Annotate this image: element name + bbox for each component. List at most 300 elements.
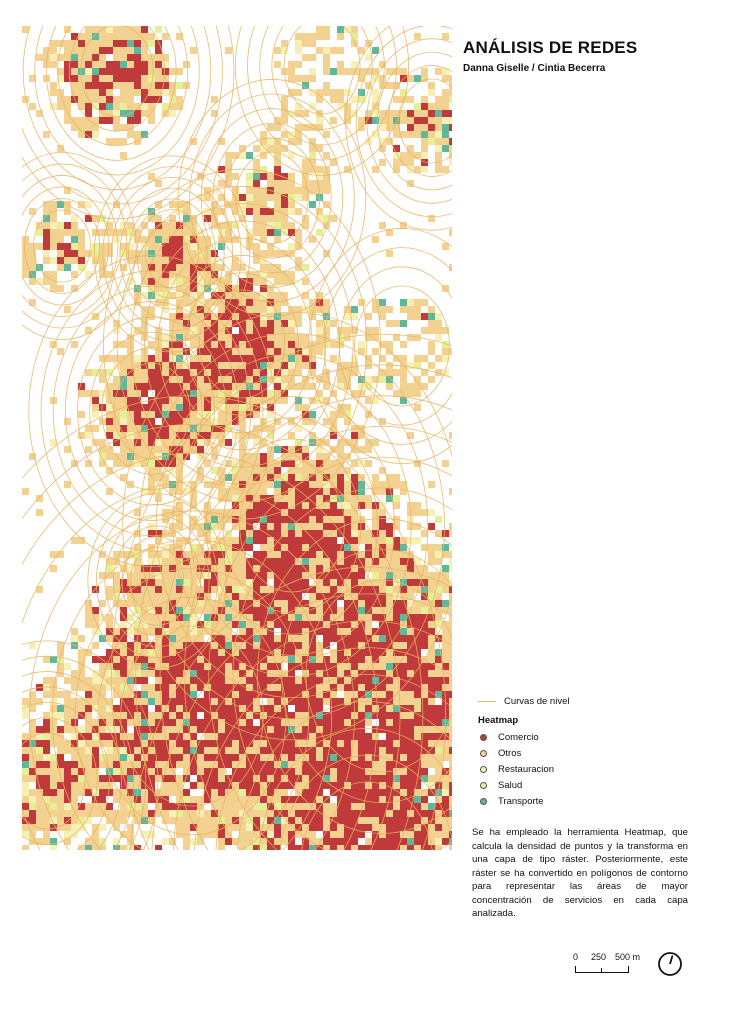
heatmap-cell <box>358 691 365 698</box>
heatmap-cell <box>267 691 274 698</box>
heatmap-cell <box>442 747 449 754</box>
heatmap-cell <box>36 726 43 733</box>
heatmap-cell <box>127 698 134 705</box>
heatmap-cell <box>351 733 358 740</box>
heatmap-cell <box>134 740 141 747</box>
heatmap-cell <box>442 796 449 803</box>
heatmap-cell <box>386 663 393 670</box>
heatmap-cell <box>148 40 155 47</box>
heatmap-cell <box>267 320 274 327</box>
heatmap-cell <box>316 817 323 824</box>
heatmap-cell <box>365 810 372 817</box>
heatmap-cell <box>379 509 386 516</box>
heatmap-cell <box>246 698 253 705</box>
heatmap-cell <box>365 502 372 509</box>
heatmap-cell <box>386 761 393 768</box>
heatmap-cell <box>64 810 71 817</box>
heatmap-cell <box>120 61 127 68</box>
heatmap-cell <box>393 754 400 761</box>
heatmap-cell <box>113 761 120 768</box>
heatmap-cell <box>421 845 428 850</box>
heatmap-cell <box>309 201 316 208</box>
heatmap-cell <box>344 558 351 565</box>
heatmap-cell <box>176 96 183 103</box>
heatmap-cell <box>43 656 50 663</box>
heatmap-cell <box>155 96 162 103</box>
heatmap-cell <box>92 369 99 376</box>
heatmap-cell <box>330 754 337 761</box>
heatmap-cell <box>372 614 379 621</box>
heatmap-cell <box>92 607 99 614</box>
heatmap-cell <box>183 824 190 831</box>
heatmap-cell <box>176 516 183 523</box>
heatmap-cell <box>316 124 323 131</box>
heatmap-cell <box>393 166 400 173</box>
heatmap-map[interactable] <box>22 26 452 850</box>
heatmap-cell <box>99 103 106 110</box>
heatmap-cell <box>183 404 190 411</box>
heatmap-cell <box>365 586 372 593</box>
heatmap-cell <box>113 54 120 61</box>
map-legend <box>478 693 569 809</box>
heatmap-cell <box>29 642 36 649</box>
heatmap-cell <box>162 257 169 264</box>
heatmap-cell <box>435 593 442 600</box>
heatmap-cell <box>274 229 281 236</box>
heatmap-cell <box>127 117 134 124</box>
heatmap-cell <box>57 264 64 271</box>
heatmap-cell <box>106 810 113 817</box>
heatmap-cell <box>281 215 288 222</box>
heatmap-cell <box>288 341 295 348</box>
heatmap-cell <box>365 719 372 726</box>
heatmap-cell <box>36 495 43 502</box>
heatmap-cell <box>442 348 449 355</box>
heatmap-cell <box>316 96 323 103</box>
heatmap-cell <box>211 516 218 523</box>
heatmap-cell <box>162 726 169 733</box>
heatmap-cell <box>428 621 435 628</box>
heatmap-cell <box>302 768 309 775</box>
heatmap-cell <box>386 537 393 544</box>
heatmap-cell <box>106 432 113 439</box>
heatmap-cell <box>106 117 113 124</box>
heatmap-cell <box>92 82 99 89</box>
heatmap-cell <box>176 824 183 831</box>
heatmap-cell <box>99 243 106 250</box>
heatmap-cell <box>309 348 316 355</box>
heatmap-cell <box>190 243 197 250</box>
heatmap-cell <box>92 677 99 684</box>
heatmap-cell <box>246 355 253 362</box>
heatmap-cell <box>232 600 239 607</box>
heatmap-cell <box>127 68 134 75</box>
heatmap-cell <box>106 789 113 796</box>
heatmap-cell <box>232 593 239 600</box>
heatmap-cell <box>400 376 407 383</box>
heatmap-cell <box>99 89 106 96</box>
heatmap-cell <box>323 754 330 761</box>
heatmap-cell <box>148 68 155 75</box>
heatmap-cell <box>57 103 64 110</box>
heatmap-cell <box>358 530 365 537</box>
heatmap-cell <box>64 824 71 831</box>
heatmap-cell <box>64 96 71 103</box>
heatmap-cell <box>225 600 232 607</box>
heatmap-cell <box>428 684 435 691</box>
heatmap-cell <box>407 831 414 838</box>
heatmap-cell <box>288 663 295 670</box>
heatmap-cell <box>421 117 428 124</box>
heatmap-cell <box>218 663 225 670</box>
heatmap-cell <box>358 523 365 530</box>
heatmap-cell <box>260 306 267 313</box>
heatmap-cell <box>337 96 344 103</box>
heatmap-cell <box>204 460 211 467</box>
heatmap-cell <box>246 572 253 579</box>
heatmap-cell <box>232 264 239 271</box>
heatmap-cell <box>281 96 288 103</box>
heatmap-cell <box>239 656 246 663</box>
heatmap-cell <box>64 481 71 488</box>
heatmap-cell <box>358 68 365 75</box>
heatmap-cell <box>29 740 36 747</box>
heatmap-cell <box>190 796 197 803</box>
heatmap-cell <box>309 467 316 474</box>
heatmap-cell <box>267 572 274 579</box>
comercio-dot-icon <box>480 734 487 741</box>
heatmap-cell <box>421 663 428 670</box>
heatmap-cell <box>57 649 64 656</box>
heatmap-cell <box>414 355 421 362</box>
heatmap-cell <box>190 362 197 369</box>
heatmap-cell <box>155 425 162 432</box>
heatmap-cell <box>134 747 141 754</box>
heatmap-cell <box>155 278 162 285</box>
heatmap-cell <box>351 775 358 782</box>
heatmap-cell <box>351 537 358 544</box>
heatmap-cell <box>204 817 211 824</box>
heatmap-cell <box>295 467 302 474</box>
heatmap-cell <box>281 565 288 572</box>
heatmap-cell <box>211 649 218 656</box>
heatmap-cell <box>169 243 176 250</box>
heatmap-cell <box>407 635 414 642</box>
heatmap-cell <box>106 271 113 278</box>
heatmap-cell <box>365 537 372 544</box>
heatmap-cell <box>29 810 36 817</box>
heatmap-cell <box>281 495 288 502</box>
heatmap-cell <box>386 656 393 663</box>
heatmap-cell <box>316 509 323 516</box>
heatmap-cell <box>92 404 99 411</box>
heatmap-cell <box>99 75 106 82</box>
heatmap-cell <box>295 187 302 194</box>
heatmap-cell <box>344 635 351 642</box>
heatmap-cell <box>428 124 435 131</box>
heatmap-cell <box>253 705 260 712</box>
heatmap-cell <box>379 845 386 850</box>
heatmap-cell <box>155 593 162 600</box>
heatmap-cell <box>428 341 435 348</box>
heatmap-cell <box>358 705 365 712</box>
heatmap-cell <box>295 47 302 54</box>
heatmap-cell <box>148 271 155 278</box>
heatmap-cell <box>211 369 218 376</box>
heatmap-cell <box>344 810 351 817</box>
heatmap-cell <box>309 691 316 698</box>
heatmap-cell <box>253 810 260 817</box>
heatmap-cell <box>449 89 452 96</box>
heatmap-cell <box>379 747 386 754</box>
heatmap-cell <box>407 754 414 761</box>
heatmap-cell <box>351 803 358 810</box>
heatmap-cell <box>393 131 400 138</box>
heatmap-cell <box>29 243 36 250</box>
heatmap-cell <box>351 306 358 313</box>
heatmap-cell <box>50 761 57 768</box>
heatmap-cell <box>372 670 379 677</box>
heatmap-cell <box>92 670 99 677</box>
heatmap-cell <box>78 131 85 138</box>
heatmap-cell <box>372 726 379 733</box>
heatmap-cell <box>127 705 134 712</box>
scale-bar-line <box>575 966 629 973</box>
heatmap-cell <box>449 817 452 824</box>
heatmap-cell <box>281 593 288 600</box>
heatmap-cell <box>78 635 85 642</box>
heatmap-cell <box>442 824 449 831</box>
heatmap-cell <box>302 54 309 61</box>
heatmap-cell <box>127 831 134 838</box>
legend-item-otros <box>478 745 569 761</box>
heatmap-cell <box>225 474 232 481</box>
heatmap-cell <box>43 677 50 684</box>
heatmap-cell <box>414 747 421 754</box>
heatmap-cell <box>225 355 232 362</box>
scale-label-500: 500 m <box>615 952 641 962</box>
heatmap-cell <box>36 761 43 768</box>
heatmap-cell <box>351 670 358 677</box>
heatmap-cell <box>316 348 323 355</box>
heatmap-cell <box>393 551 400 558</box>
heatmap-cell <box>141 698 148 705</box>
heatmap-cell <box>57 257 64 264</box>
heatmap-cell <box>260 299 267 306</box>
heatmap-cell <box>337 33 344 40</box>
heatmap-cell <box>260 194 267 201</box>
heatmap-cell <box>183 229 190 236</box>
heatmap-cell <box>435 712 442 719</box>
heatmap-cell <box>50 810 57 817</box>
heatmap-cell <box>127 355 134 362</box>
heatmap-cell <box>204 824 211 831</box>
heatmap-cell <box>155 579 162 586</box>
heatmap-cell <box>162 649 169 656</box>
heatmap-cell <box>302 362 309 369</box>
heatmap-cell <box>134 621 141 628</box>
heatmap-cell <box>449 726 452 733</box>
heatmap-cell <box>281 313 288 320</box>
heatmap-cell <box>309 516 316 523</box>
heatmap-cell <box>288 173 295 180</box>
heatmap-cell <box>281 201 288 208</box>
heatmap-cell <box>323 180 330 187</box>
heatmap-cell <box>99 726 106 733</box>
heatmap-cell <box>134 761 141 768</box>
heatmap-cell <box>92 782 99 789</box>
heatmap-cell <box>295 810 302 817</box>
heatmap-cell <box>309 768 316 775</box>
heatmap-cell <box>78 68 85 75</box>
heatmap-cell <box>218 285 225 292</box>
heatmap-cell <box>64 229 71 236</box>
heatmap-cell <box>386 530 393 537</box>
heatmap-cell <box>400 698 407 705</box>
heatmap-cell <box>358 537 365 544</box>
heatmap-cell <box>407 110 414 117</box>
heatmap-cell <box>358 607 365 614</box>
heatmap-cell <box>330 537 337 544</box>
heatmap-cell <box>120 670 127 677</box>
heatmap-cell <box>288 551 295 558</box>
heatmap-cell <box>43 775 50 782</box>
heatmap-cell <box>134 236 141 243</box>
heatmap-cell <box>57 810 64 817</box>
heatmap-cell <box>260 208 267 215</box>
heatmap-cell <box>407 656 414 663</box>
heatmap-cell <box>141 33 148 40</box>
heatmap-cell <box>43 691 50 698</box>
heatmap-cell <box>400 68 407 75</box>
heatmap-cell <box>435 551 442 558</box>
heatmap-cell <box>267 635 274 642</box>
heatmap-cell <box>22 712 29 719</box>
heatmap-cell <box>22 271 29 278</box>
heatmap-cell <box>43 733 50 740</box>
heatmap-cell <box>267 516 274 523</box>
heatmap-cell <box>372 775 379 782</box>
heatmap-cell <box>120 152 127 159</box>
heatmap-cell <box>148 61 155 68</box>
heatmap-cell <box>92 40 99 47</box>
heatmap-cell <box>99 82 106 89</box>
heatmap-cell <box>253 551 260 558</box>
heatmap-cell <box>50 803 57 810</box>
heatmap-cell <box>190 824 197 831</box>
heatmap-cell <box>302 334 309 341</box>
heatmap-cell <box>183 789 190 796</box>
heatmap-cell <box>344 516 351 523</box>
heatmap-cell <box>85 726 92 733</box>
heatmap-cell <box>169 411 176 418</box>
heatmap-cell <box>162 229 169 236</box>
heatmap-cell <box>36 768 43 775</box>
heatmap-cell <box>435 656 442 663</box>
heatmap-cell <box>302 586 309 593</box>
heatmap-cell <box>50 40 57 47</box>
heatmap-cell <box>197 376 204 383</box>
heatmap-cell <box>43 761 50 768</box>
heatmap-cell <box>64 663 71 670</box>
heatmap-cell <box>176 250 183 257</box>
heatmap-cell <box>288 432 295 439</box>
heatmap-cell <box>239 838 246 845</box>
heatmap-cell <box>302 579 309 586</box>
heatmap-cell <box>127 89 134 96</box>
heatmap-cell <box>134 89 141 96</box>
heatmap-cell <box>337 761 344 768</box>
heatmap-cell <box>169 201 176 208</box>
heatmap-cell <box>316 530 323 537</box>
heatmap-cell <box>64 698 71 705</box>
heatmap-cell <box>288 747 295 754</box>
heatmap-cell <box>323 54 330 61</box>
heatmap-cell <box>78 705 85 712</box>
heatmap-cell <box>379 635 386 642</box>
heatmap-cell <box>120 362 127 369</box>
heatmap-cell <box>393 642 400 649</box>
heatmap-cell <box>225 334 232 341</box>
heatmap-cell <box>302 635 309 642</box>
heatmap-cell <box>218 166 225 173</box>
heatmap-cell <box>71 215 78 222</box>
heatmap-cell <box>204 614 211 621</box>
heatmap-cell <box>365 600 372 607</box>
heatmap-cell <box>442 460 449 467</box>
heatmap-cell <box>43 222 50 229</box>
heatmap-cell <box>155 467 162 474</box>
heatmap-cell <box>57 712 64 719</box>
heatmap-cell <box>274 292 281 299</box>
heatmap-cell <box>204 670 211 677</box>
heatmap-cell <box>344 579 351 586</box>
heatmap-cell <box>442 138 449 145</box>
heatmap-cell <box>323 824 330 831</box>
heatmap-cell <box>435 355 442 362</box>
heatmap-cell <box>323 684 330 691</box>
heatmap-cell <box>281 369 288 376</box>
heatmap-cell <box>274 124 281 131</box>
heatmap-cell <box>267 831 274 838</box>
heatmap-cell <box>169 264 176 271</box>
heatmap-cell <box>442 649 449 656</box>
heatmap-cell <box>435 327 442 334</box>
heatmap-cell <box>400 747 407 754</box>
heatmap-cell <box>43 782 50 789</box>
heatmap-cell <box>197 418 204 425</box>
heatmap-cell <box>148 369 155 376</box>
heatmap-cell <box>309 593 316 600</box>
heatmap-cell <box>246 831 253 838</box>
heatmap-cell <box>267 348 274 355</box>
heatmap-cell <box>274 635 281 642</box>
heatmap-cell <box>197 782 204 789</box>
heatmap-cell <box>92 89 99 96</box>
heatmap-cell <box>316 229 323 236</box>
heatmap-cell <box>99 61 106 68</box>
heatmap-cell <box>246 173 253 180</box>
heatmap-cell <box>309 236 316 243</box>
heatmap-cell <box>295 803 302 810</box>
heatmap-cell <box>246 628 253 635</box>
heatmap-cell <box>295 383 302 390</box>
heatmap-cell <box>78 432 85 439</box>
heatmap-cell <box>260 173 267 180</box>
heatmap-cell <box>274 166 281 173</box>
heatmap-cell <box>50 215 57 222</box>
heatmap-cell <box>442 586 449 593</box>
